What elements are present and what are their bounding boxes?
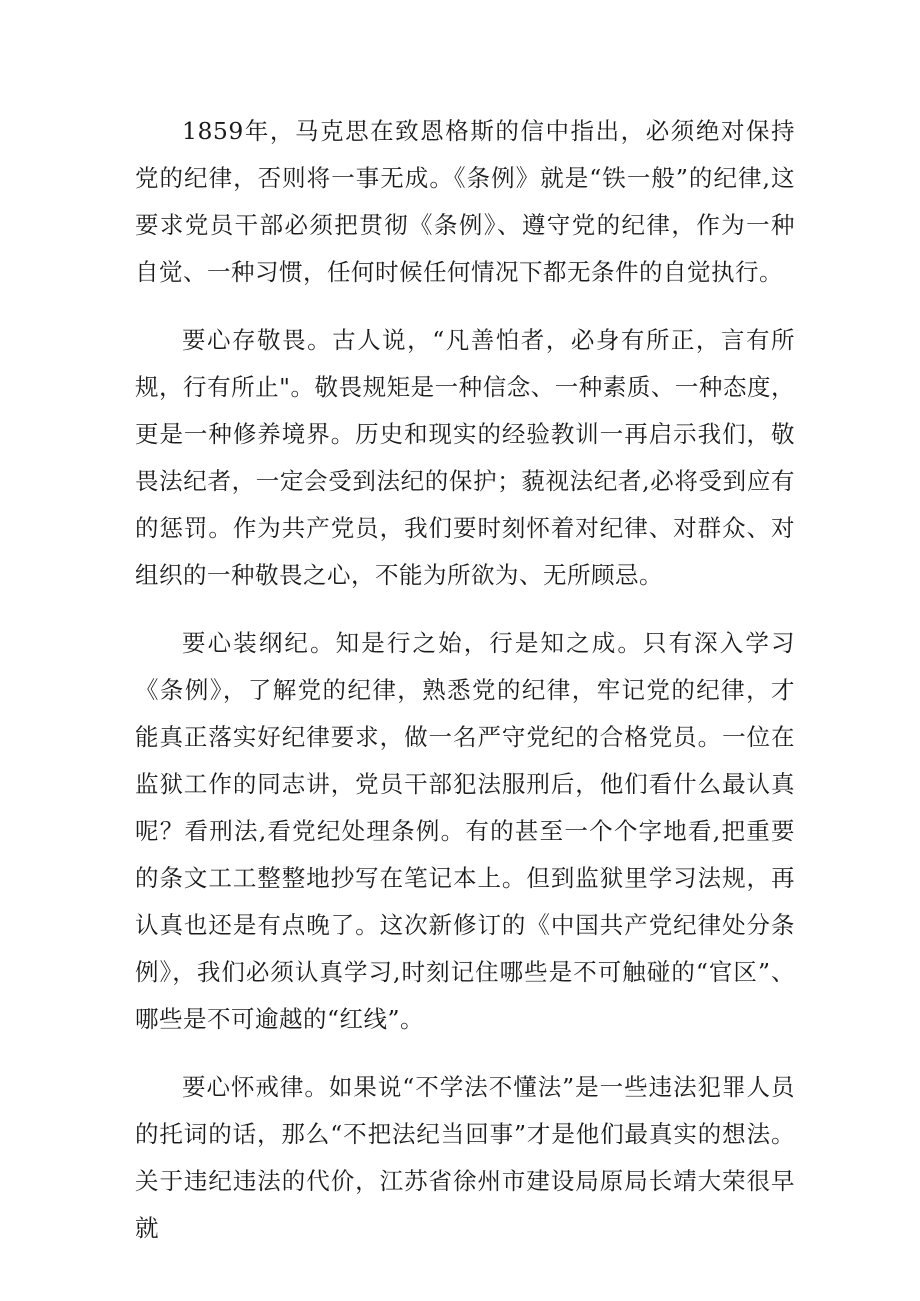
paragraph-1: 1859年，马克思在致恩格斯的信中指出，必须绝对保持党的纪律，否则将一事无成。《条例》就是“铁一般”的纪律,这要求党员干部必须把贯彻《条例》、遵守党的纪律，作为一种自觉、一种习惯，任何时候任何情况下都无条件的自觉执行。 [135, 117, 795, 286]
paragraph-2: 要心存敬畏。古人说，“凡善怕者，必身有所正，言有所规，行有所止"。敬畏规矩是一种信念、一种素质、一种态度，更是一种修养境界。历史和现实的经验教训一再启示我们，敬畏法纪者，一定会受到法纪的保护；藐视法纪者,必将受到应有的惩罚。作为共产党员，我们要时刻怀着对纪律、对群众、对组织的一种敬畏之心，不能为所欲为、无所顾忌。 [135, 326, 795, 589]
paragraph-4: 要心怀戒律。如果说“不学法不懂法”是一些违法犯罪人员的托词的话，那么“不把法纪当回事”才是他们最真实的想法。关于违纪违法的代价，江苏省徐州市建设局原局长靖大荣很早就 [135, 1073, 795, 1242]
paragraph-3: 要心装纲纪。知是行之始，行是知之成。只有深入学习《条例》，了解党的纪律，熟悉党的纪律，牢记党的纪律，才能真正落实好纪律要求，做一名严守党纪的合格党员。一位在监狱工作的同志讲，党员干部犯法服刑后，他们看什么最认真呢？看刑法,看党纪处理条例。有的甚至一个个字地看,把重要的条文工工整整地抄写在笔记本上。但到监狱里学习法规，再认真也还是有点晚了。这次新修订的《中国共产党纪律处分条例》，我们必须认真学习,时刻记住哪些是不可触碰的“官区”、哪些是不可逾越的“红线”。 [135, 629, 795, 1033]
document-body [135, 108, 795, 1273]
